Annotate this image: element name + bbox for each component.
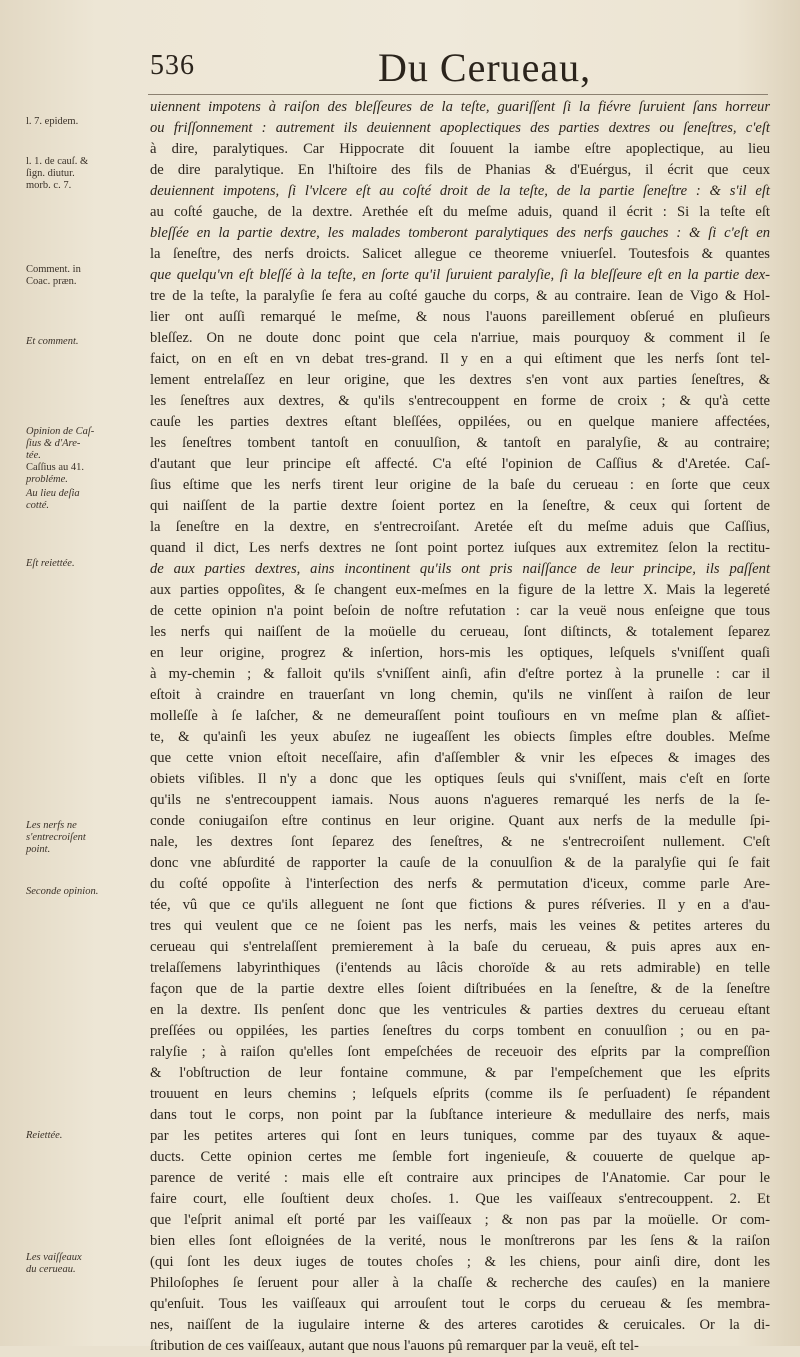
text-line: en la dextre. Ils penſent donc que les ventricules & parties dextres du cerueau eſtant	[150, 1002, 770, 1018]
text-line: en leur origine, progrez & inſertion, hors-mis les optiques, leſquels s'vniſſent quaſi	[150, 645, 770, 661]
text-line: parence de verité : mais elle eſt contraire aux principes de l'Anatomie. Car pour le	[150, 1170, 770, 1186]
text-line: molleſſe à ſe laſcher, & ne demeuraſſent point touſiours en vn meſme plan & aſſiet-	[150, 708, 770, 724]
text-line: cauſe les parties dextres eſtant bleſſées, oppilées, ou en quelque maniere affectées,	[150, 414, 770, 430]
text-line: qu'enſuit. Tous les vaiſſeaux qui arrouſent tout le corps du cerueau & ſes membra-	[150, 1296, 770, 1312]
text-line: qui naiſſent de la partie dextre ſoient portez en la ſeneſtre, & ceux qui ſortent de	[150, 498, 770, 514]
text-line: nes, naiſſent de la iugulaire interne & des arteres carotides & ceruicales. Or la di-	[150, 1317, 770, 1333]
text-line: bleſſez. On ne doute donc point que cela n'arriue, mais pourquoy & comment il ſe	[150, 330, 770, 346]
text-line: la ſeneſtre en la dextre, en s'entrecroiſant. Aretée eſt du meſme aduis que Caſſius,	[150, 519, 770, 535]
text-line: & l'obſtruction de leur fontaine commune, & par l'empeſchement que les eſprits	[150, 1065, 770, 1081]
text-line: conde coniugaiſon eſtre continus en leur origine. Quant aux nerfs de la medulle ſpi-	[150, 813, 770, 829]
margin-note: l. 7. epidem.	[26, 116, 79, 127]
page-number: 536	[150, 50, 195, 81]
text-line: preſſées ou oppilées, les parties ſeneſtres du corps tombent en conuulſion ; ou en pa-	[150, 1023, 770, 1039]
text-line: deuiennent impotens, ſi l'vlcere eſt au coſté droit de la teſte, de la partie ſeneſtre : & s'il eſt	[150, 183, 770, 199]
running-head: Du Cerueau,	[378, 45, 592, 90]
text-line: Philoſophes ſe ſeruent pour aller à la chaſſe & recherche des cauſes) en la maniere	[150, 1275, 770, 1291]
text-line: bien elles ſont eſloignées de la verité, nous le monſtrerons par les ſens & la raiſon	[150, 1233, 770, 1249]
text-line: tée, vû que ce qu'ils alleguent ne ſont que fictions & pures réſveries. Il y en a d'au-	[150, 897, 770, 913]
margin-note: Reiettée.	[26, 1130, 63, 1141]
margin-note: Les vaiſſeaux du cerueau.	[26, 1252, 82, 1275]
body-text	[150, 97, 770, 1354]
margin-note: Les nerfs ne s'entrecroiſent point.	[26, 820, 86, 855]
margin-note: probléme.	[26, 474, 68, 485]
margin-note: Eſt reiettée.	[26, 558, 75, 569]
text-line: uiennent impotens à raiſon des bleſſeures de la teſte, guariſſent ſi la fiévre ſuruient ſans horreur	[150, 99, 770, 115]
margin-note: l. 1. de cauſ. & ſign. diutur. morb. c. 7.	[26, 156, 89, 191]
text-line: au coſté gauche, de la dextre. Arethée eſt du meſme aduis, quand il écrit : Si la teſte eſt	[150, 204, 770, 220]
text-line: nale, les dextres ſont ſeparez des ſeneſtres, & ne s'entrecroiſent nullement. C'eſt	[150, 834, 770, 850]
text-line: faire court, elle ſouſtient deux choſes. 1. Que les vaiſſeaux s'entrecouppent. 2. Et	[150, 1191, 770, 1207]
text-line: ou friſſonnement : autrement ils deuiennent apoplectiques des parties dextres ou ſeneſtres, c'eſt	[150, 120, 770, 136]
text-line: dans tout le corps, non point par la ſubſtance interieure & medullaire des nerfs, mais	[150, 1107, 770, 1123]
text-line: lier ont auſſi remarqué le meſme, & nous l'auons pareillement obſerué en pluſieurs	[150, 309, 770, 325]
text-line: de aux parties dextres, ains incontinent qu'ils ont pris naiſſance de leur principe, ils paſſent	[150, 561, 770, 577]
margin-note: Et comment.	[26, 336, 79, 347]
margin-note: Comment. in Coac. præn.	[26, 264, 81, 287]
text-line: ſius eſtime que les nerfs tirent leur origine de la baſe du cerueau : en ſorte que ceux	[150, 477, 770, 493]
text-line: à dire, paralytiques. Car Hippocrate dit ſouuent la iambe eſtre apoplectique, au lieu	[150, 141, 770, 157]
text-line: trouuent en leurs chemins ; leſquels eſprits (comme ils ſe perſuadent) ſe répandent	[150, 1086, 770, 1102]
text-line: ducts. Cette opinion certes me ſemble fort ingenieuſe, & couuerte de quelque ap-	[150, 1149, 770, 1165]
page-header	[148, 45, 768, 95]
text-line: ſtribution de ces vaiſſeaux, autant que nous l'auons pû remarquer par la veuë, eſt tel-	[150, 1338, 639, 1354]
text-line: aux parties oppoſites, & ſe changent eux-meſmes en la figure de la lettre X. Mais la legereté	[150, 582, 770, 598]
margin-note: Caſſius au 41.	[26, 462, 85, 473]
text-line: de cette opinion n'a point beſoin de noſtre refutation : car la veuë nous enſeigne que tous	[150, 603, 770, 619]
text-line: du coſté oppoſite à l'interſection des nerfs & permutation d'iceux, comme parle Are-	[150, 876, 770, 892]
text-line: lement entrelaſſez en leur origine, que les dextres s'en vont aux parties ſeneſtres, &	[150, 372, 770, 388]
text-line: obiets viſibles. Il n'y a donc que les optiques ſeuls qui s'vniſſent, mais c'eſt en ſorte	[150, 771, 770, 787]
text-line: façon que de la partie dextre elles ſoient diſtribuées en la ſeneſtre, & de la ſeneſtre	[150, 981, 770, 997]
text-line: la ſeneſtre, des nerfs droicts. Salicet allegue ce theoreme vniuerſel. Toutesfois & quantes	[150, 246, 770, 262]
text-line: que quelqu'vn eſt bleſſé à la teſte, en ſorte qu'il ſuruient paralyſie, ſi la bleſſeure eſt en la partie dex-	[150, 267, 770, 283]
text-line: les ſeneſtres tombent tantoſt en conuulſion, & tantoſt en paralyſie, & au contraire;	[150, 435, 770, 451]
text-line: (qui ſont les deux iuges de toutes choſes ; & les chiens, pour ainſi dire, dont les	[150, 1254, 770, 1270]
text-line: qu'ils ne s'entrecouppent iamais. Nous auons n'agueres remarqué les nerfs de la ſe-	[150, 792, 770, 808]
text-line: que l'eſprit animal eſt porté par les vaiſſeaux ; & non pas par la moüelle. Or com-	[150, 1212, 770, 1228]
text-line: te, & qu'ainſi les yeux abuſez ne iugeaſſent les obiects ſimples eſtre doubles. Meſme	[150, 729, 770, 745]
text-line: faict, on en eſt en vn debat tres-grand. Il y en a qui eſtiment que les nerfs ſont tel-	[150, 351, 770, 367]
margin-note: Au lieu deſia cotté.	[26, 488, 80, 511]
text-line: tres qui veulent que ce ne ſoient pas les nerfs, mais les veines & petites arteres du	[150, 918, 770, 934]
text-line: tre de la teſte, la paralyſie ſe fera au coſté gauche du corps, & au contraire. Iean de Vigo & Hol-	[150, 288, 770, 304]
margin-note: Opinion de Caſ- ſius & d'Are- tée.	[26, 426, 95, 461]
text-line: à my-chemin ; & falloit qu'ils s'vniſſent ainſi, afin d'eſtre portez à la prunelle : car il	[150, 666, 770, 682]
margin-note: Seconde opinion.	[26, 886, 99, 897]
text-line: donc vne abſurdité de rapporter la cauſe de la conuulſion & de la paralyſie qui ſe fait	[150, 855, 770, 871]
text-line: cerueau qui s'entrelaſſent premierement à la baſe du cerueau, & puis apres aux en-	[150, 939, 770, 955]
text-line: bleſſée en la partie dextre, les malades tomberont paralytiques des nerfs gauches : & ſi c'eſt en	[150, 225, 770, 241]
text-line: que cette vnion eſtoit neceſſaire, afin d'aſſembler & vnir les eſpeces & images des	[150, 750, 770, 766]
text-line: quand il dict, Les nerfs dextres ne ſont point portez iuſques aux extremitez ſelon la rectitu-	[150, 540, 770, 556]
text-line: eſtoit à craindre en trauerſant vn long chemin, qu'ils ne vinſſent à raiſon de leur	[150, 687, 770, 703]
text-line: les nerfs qui naiſſent de la moüelle du cerueau, ſont diſtincts, & totalement ſeparez	[150, 624, 770, 640]
text-line: de dire paralytique. En l'hiſtoire des fils de Phanias & d'Euérgus, il écrit que ceux	[150, 162, 770, 178]
text-line: ralyſie ; à raiſon qu'elles ſont empeſchées de receuoir des eſprits par la compreſſion	[150, 1044, 770, 1060]
text-line: trelaſſemens labyrinthiques (i'entends au lâcis choroïde & au rets admirable) en telle	[150, 960, 770, 976]
text-line: les ſeneſtres aux dextres, & qu'ils s'entrecouppent en forme de croix ; & qu'à cette	[150, 393, 770, 409]
text-line: par les petites arteres qui ſont en leurs tuniques, comme par des tuyaux & aque-	[150, 1128, 770, 1144]
margin-notes	[26, 96, 136, 1326]
text-line: d'autant que leur principe eſt affecté. C'a eſté l'opinion de Caſſius & d'Aretée. Caſ-	[150, 456, 770, 472]
